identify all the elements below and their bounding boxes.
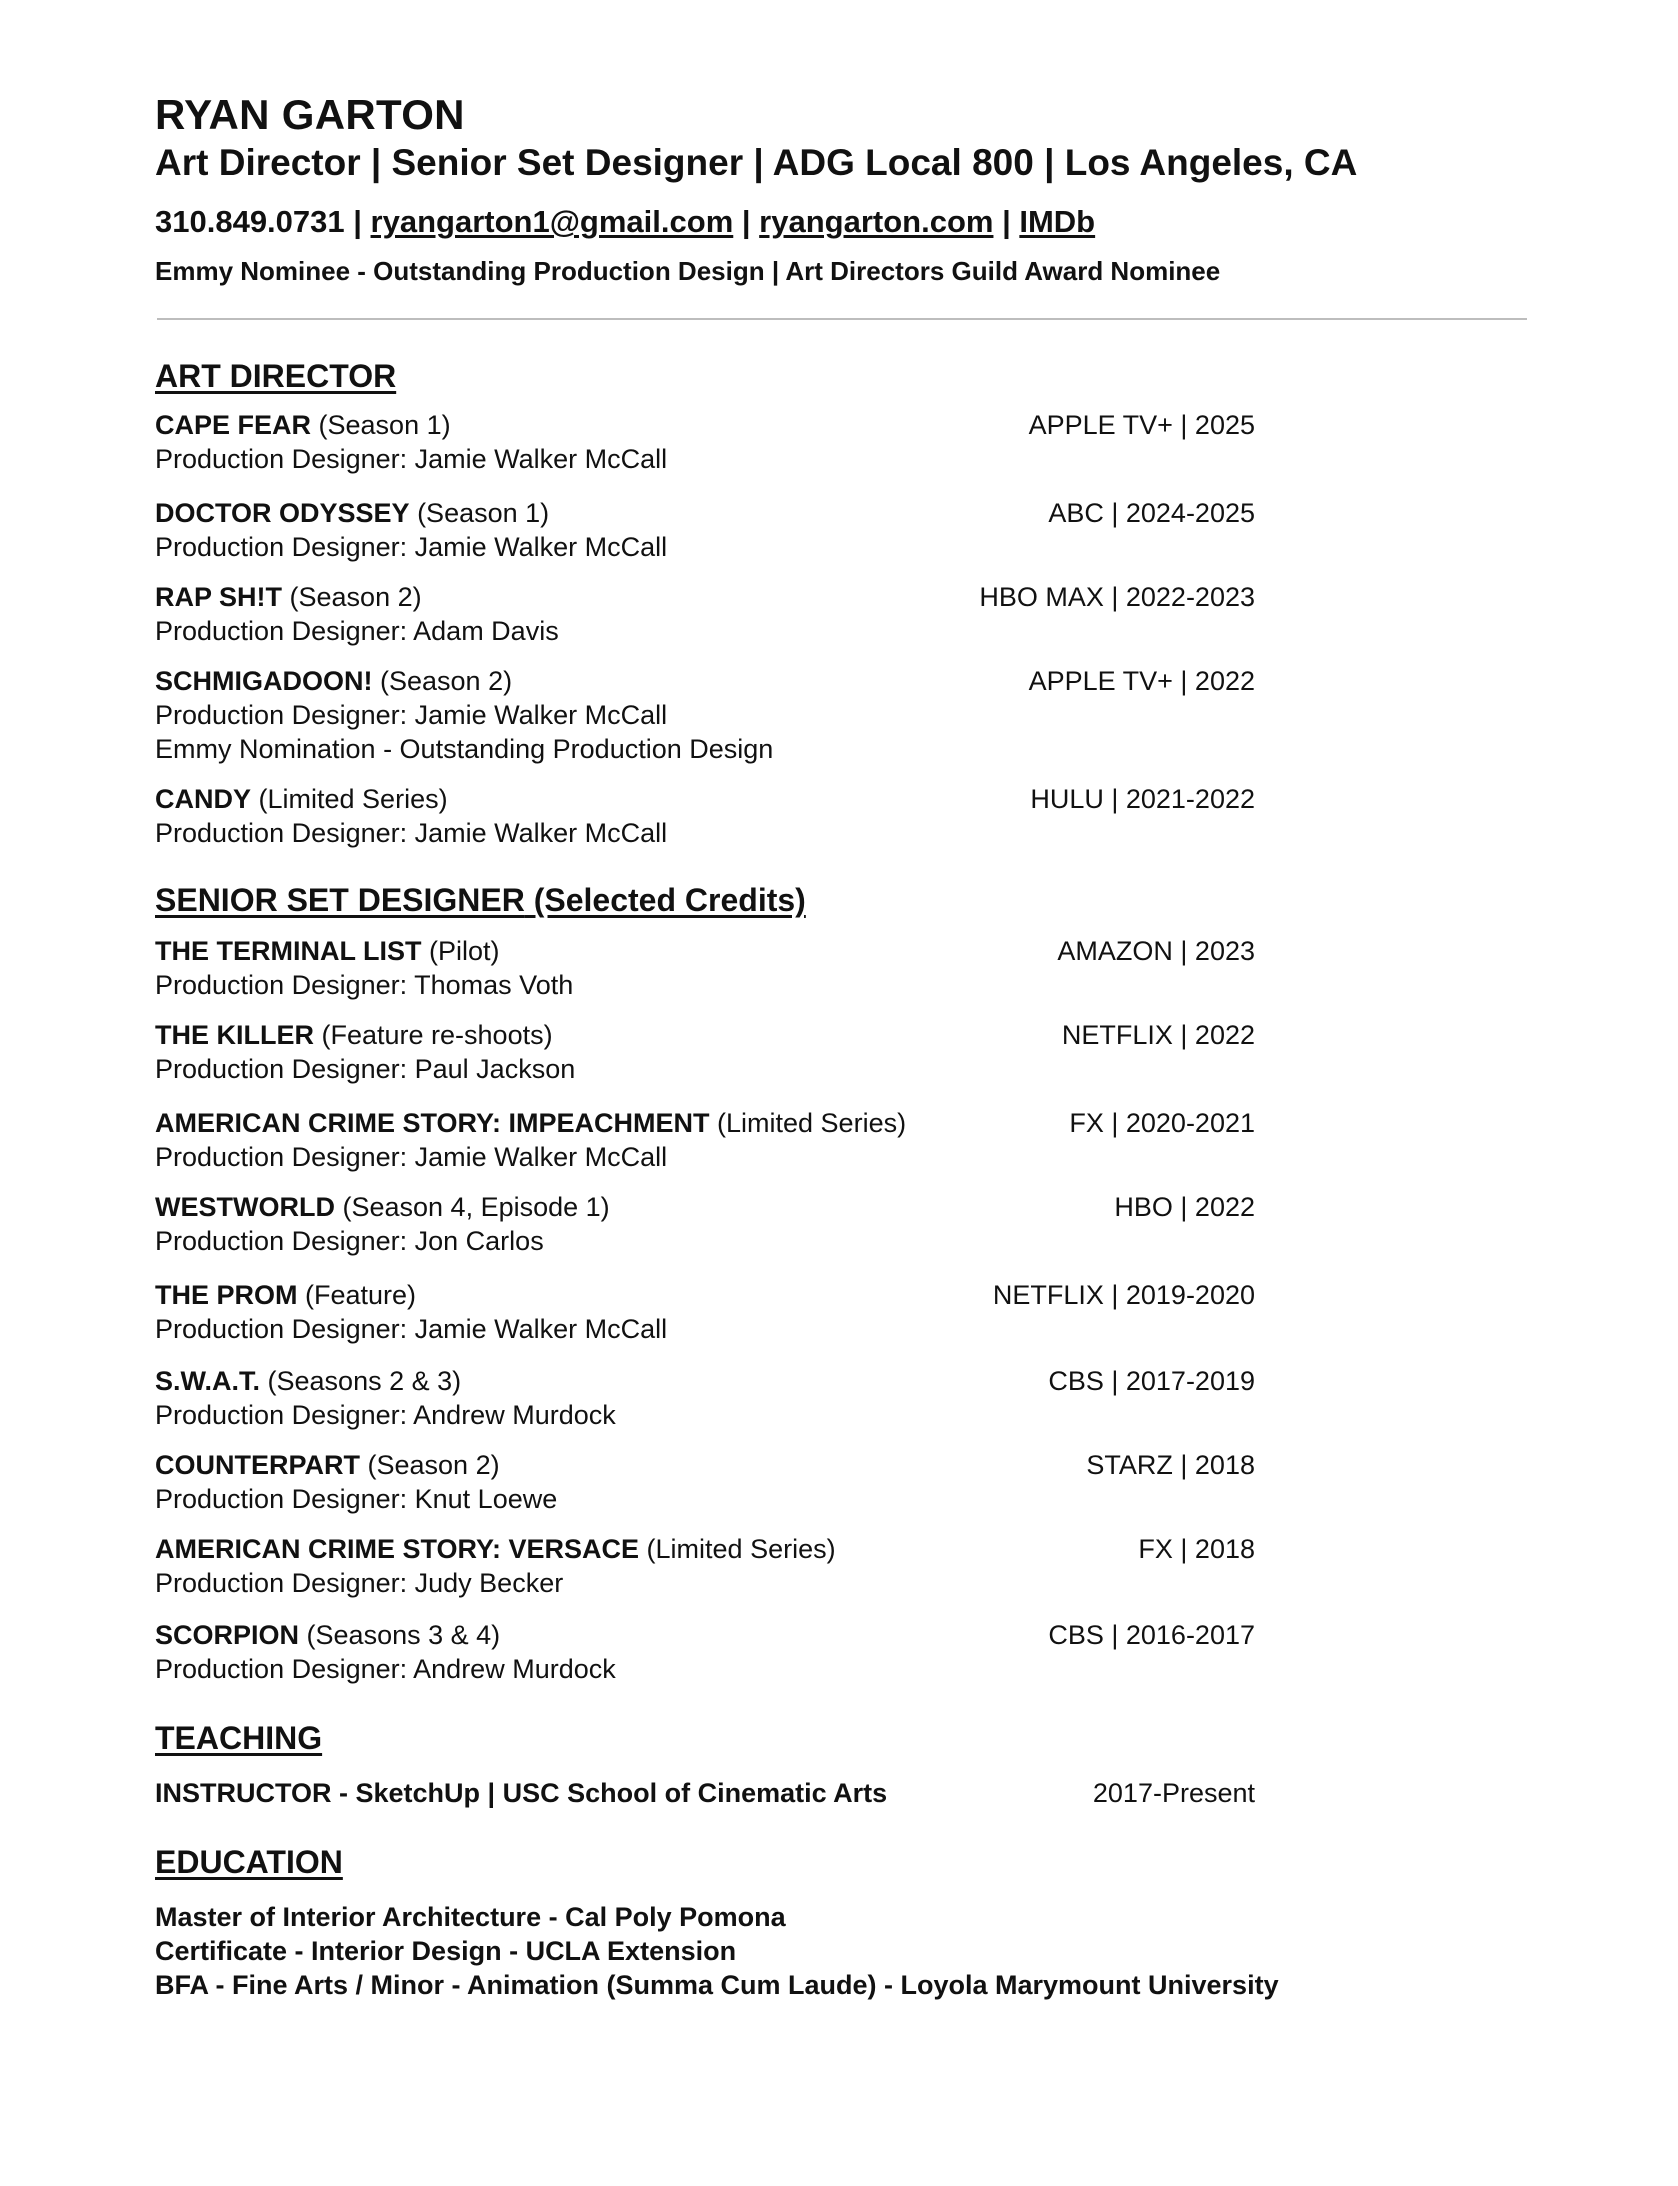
credit-designer: Production Designer: Jamie Walker McCall — [155, 532, 668, 562]
teaching-years: 2017-Present — [1092, 1778, 1255, 1808]
credit-entry — [155, 580, 1255, 648]
teaching-line: INSTRUCTOR - SketchUp | USC School of Cinematic Arts — [155, 1778, 888, 1808]
credit-designer: Production Designer: Judy Becker — [155, 1568, 564, 1598]
credit-network: FX | 2018 — [1138, 1534, 1255, 1564]
credit-title: SCORPION — [155, 1620, 300, 1650]
section-heading-suffix: (Selected Credits) — [524, 882, 806, 918]
credit-entry — [155, 664, 1255, 766]
credit-entry — [155, 1532, 1255, 1600]
credit-designer: Production Designer: Adam Davis — [155, 616, 559, 646]
credit-entry — [155, 1278, 1255, 1346]
resume-name: RYAN GARTON — [155, 91, 465, 138]
credit-title: DOCTOR ODYSSEY — [155, 498, 410, 528]
credit-network: STARZ | 2018 — [1086, 1450, 1255, 1480]
credit-note: (Pilot) — [421, 936, 500, 966]
credit-entry — [155, 1190, 1255, 1258]
education-item: Master of Interior Architecture - Cal Poly Pomona — [155, 1902, 786, 1932]
credit-designer: Production Designer: Knut Loewe — [155, 1484, 558, 1514]
email-link[interactable]: ryangarton1@gmail.com — [370, 204, 734, 239]
credit-title: THE PROM — [155, 1280, 298, 1310]
credit-designer: Production Designer: Jon Carlos — [155, 1226, 544, 1256]
credit-entry — [155, 1018, 1255, 1086]
credit-note: (Seasons 2 & 3) — [260, 1366, 462, 1396]
credit-title: S.W.A.T. — [155, 1366, 261, 1396]
credit-designer: Production Designer: Jamie Walker McCall — [155, 700, 668, 730]
credit-note: (Seasons 3 & 4) — [299, 1620, 501, 1650]
education-item: Certificate - Interior Design - UCLA Extension — [155, 1936, 737, 1966]
credit-note: (Season 4, Episode 1) — [334, 1192, 610, 1222]
credit-note: (Limited Series) — [639, 1534, 836, 1564]
credit-designer: Production Designer: Andrew Murdock — [155, 1654, 616, 1684]
credit-designer: Production Designer: Thomas Voth — [155, 970, 574, 1000]
credit-network: APPLE TV+ | 2025 — [1028, 410, 1255, 440]
credit-designer: Production Designer: Jamie Walker McCall — [155, 444, 668, 474]
credit-network: FX | 2020-2021 — [1069, 1108, 1255, 1138]
credit-network: NETFLIX | 2019-2020 — [992, 1280, 1255, 1310]
section-heading-teaching: TEACHING — [155, 1720, 323, 1756]
credit-designer: Production Designer: Jamie Walker McCall — [155, 1142, 668, 1172]
credit-title: THE TERMINAL LIST — [155, 936, 422, 966]
credit-entry — [155, 496, 1255, 564]
education-list — [155, 1900, 1535, 2002]
credit-network: CBS | 2016-2017 — [1048, 1620, 1255, 1650]
credit-entry — [155, 934, 1255, 1002]
credit-note: (Season 2) — [372, 666, 513, 696]
credit-designer: Production Designer: Jamie Walker McCall — [155, 1314, 668, 1344]
credit-entry — [155, 782, 1255, 850]
credit-note: (Limited Series) — [251, 784, 448, 814]
credit-note: (Season 1) — [311, 410, 451, 440]
section-heading-senior-set-designer — [155, 880, 1535, 920]
credit-network: HBO | 2022 — [1114, 1192, 1255, 1222]
credit-designer: Production Designer: Andrew Murdock — [155, 1400, 616, 1430]
awards-line: Emmy Nominee - Outstanding Production Design | Art Directors Guild Award Nominee — [155, 256, 1221, 286]
credit-title: CAPE FEAR — [155, 410, 312, 440]
website-link[interactable]: ryangarton.com — [759, 204, 994, 239]
credit-note: (Season 2) — [360, 1450, 500, 1480]
credit-title: SCHMIGADOON! — [155, 666, 373, 696]
credit-designer: Production Designer: Paul Jackson — [155, 1054, 576, 1084]
credit-title: WESTWORLD — [155, 1192, 335, 1222]
credit-note: (Feature) — [297, 1280, 417, 1310]
credit-title: CANDY — [155, 784, 252, 814]
credit-entry — [155, 1448, 1255, 1516]
section-heading-text: SENIOR SET DESIGNER — [155, 882, 525, 918]
credit-entry — [155, 408, 1255, 476]
credit-network: HBO MAX | 2022-2023 — [979, 582, 1255, 612]
credit-title: THE KILLER — [155, 1020, 314, 1050]
imdb-link[interactable]: IMDb — [1019, 204, 1096, 239]
credit-note: (Season 2) — [282, 582, 422, 612]
education-item: BFA - Fine Arts / Minor - Animation (Summa Cum Laude) - Loyola Marymount University — [155, 1970, 1279, 2000]
credit-title: COUNTERPART — [155, 1450, 360, 1480]
section-heading-education: EDUCATION — [155, 1844, 343, 1880]
credit-award-note: Emmy Nomination - Outstanding Production Design — [155, 734, 774, 764]
credit-entry — [155, 1618, 1255, 1686]
resume-page — [155, 90, 1535, 2002]
resume-subtitle: Art Director | Senior Set Designer | ADG Local 800 | Los Angeles, CA — [155, 142, 1358, 183]
credit-note: (Limited Series) — [709, 1108, 907, 1138]
phone-number: 310.849.0731 — [155, 204, 345, 239]
credit-title: RAP SH!T — [155, 582, 283, 612]
credit-designer: Production Designer: Jamie Walker McCall — [155, 818, 668, 848]
credit-title: AMERICAN CRIME STORY: VERSACE — [155, 1534, 640, 1564]
credit-title: AMERICAN CRIME STORY: IMPEACHMENT — [155, 1108, 710, 1138]
credit-network: NETFLIX | 2022 — [1061, 1020, 1255, 1050]
credit-note: (Season 1) — [409, 498, 550, 528]
contact-line: 310.849.0731 | ryangarton1@gmail.com | ryangarton.com | IMDb — [155, 204, 1096, 239]
credit-network: APPLE TV+ | 2022 — [1028, 666, 1255, 696]
credit-network: ABC | 2024-2025 — [1048, 498, 1255, 528]
header-divider — [157, 318, 1527, 320]
teaching-entry — [155, 1776, 1255, 1810]
credit-network: HULU | 2021-2022 — [1030, 784, 1255, 814]
credit-note: (Feature re-shoots) — [314, 1020, 553, 1050]
credit-entry — [155, 1364, 1255, 1432]
credit-network: CBS | 2017-2019 — [1048, 1366, 1255, 1396]
section-heading-art-director: ART DIRECTOR — [155, 358, 397, 394]
credit-network: AMAZON | 2023 — [1057, 936, 1255, 966]
credit-entry — [155, 1106, 1255, 1174]
